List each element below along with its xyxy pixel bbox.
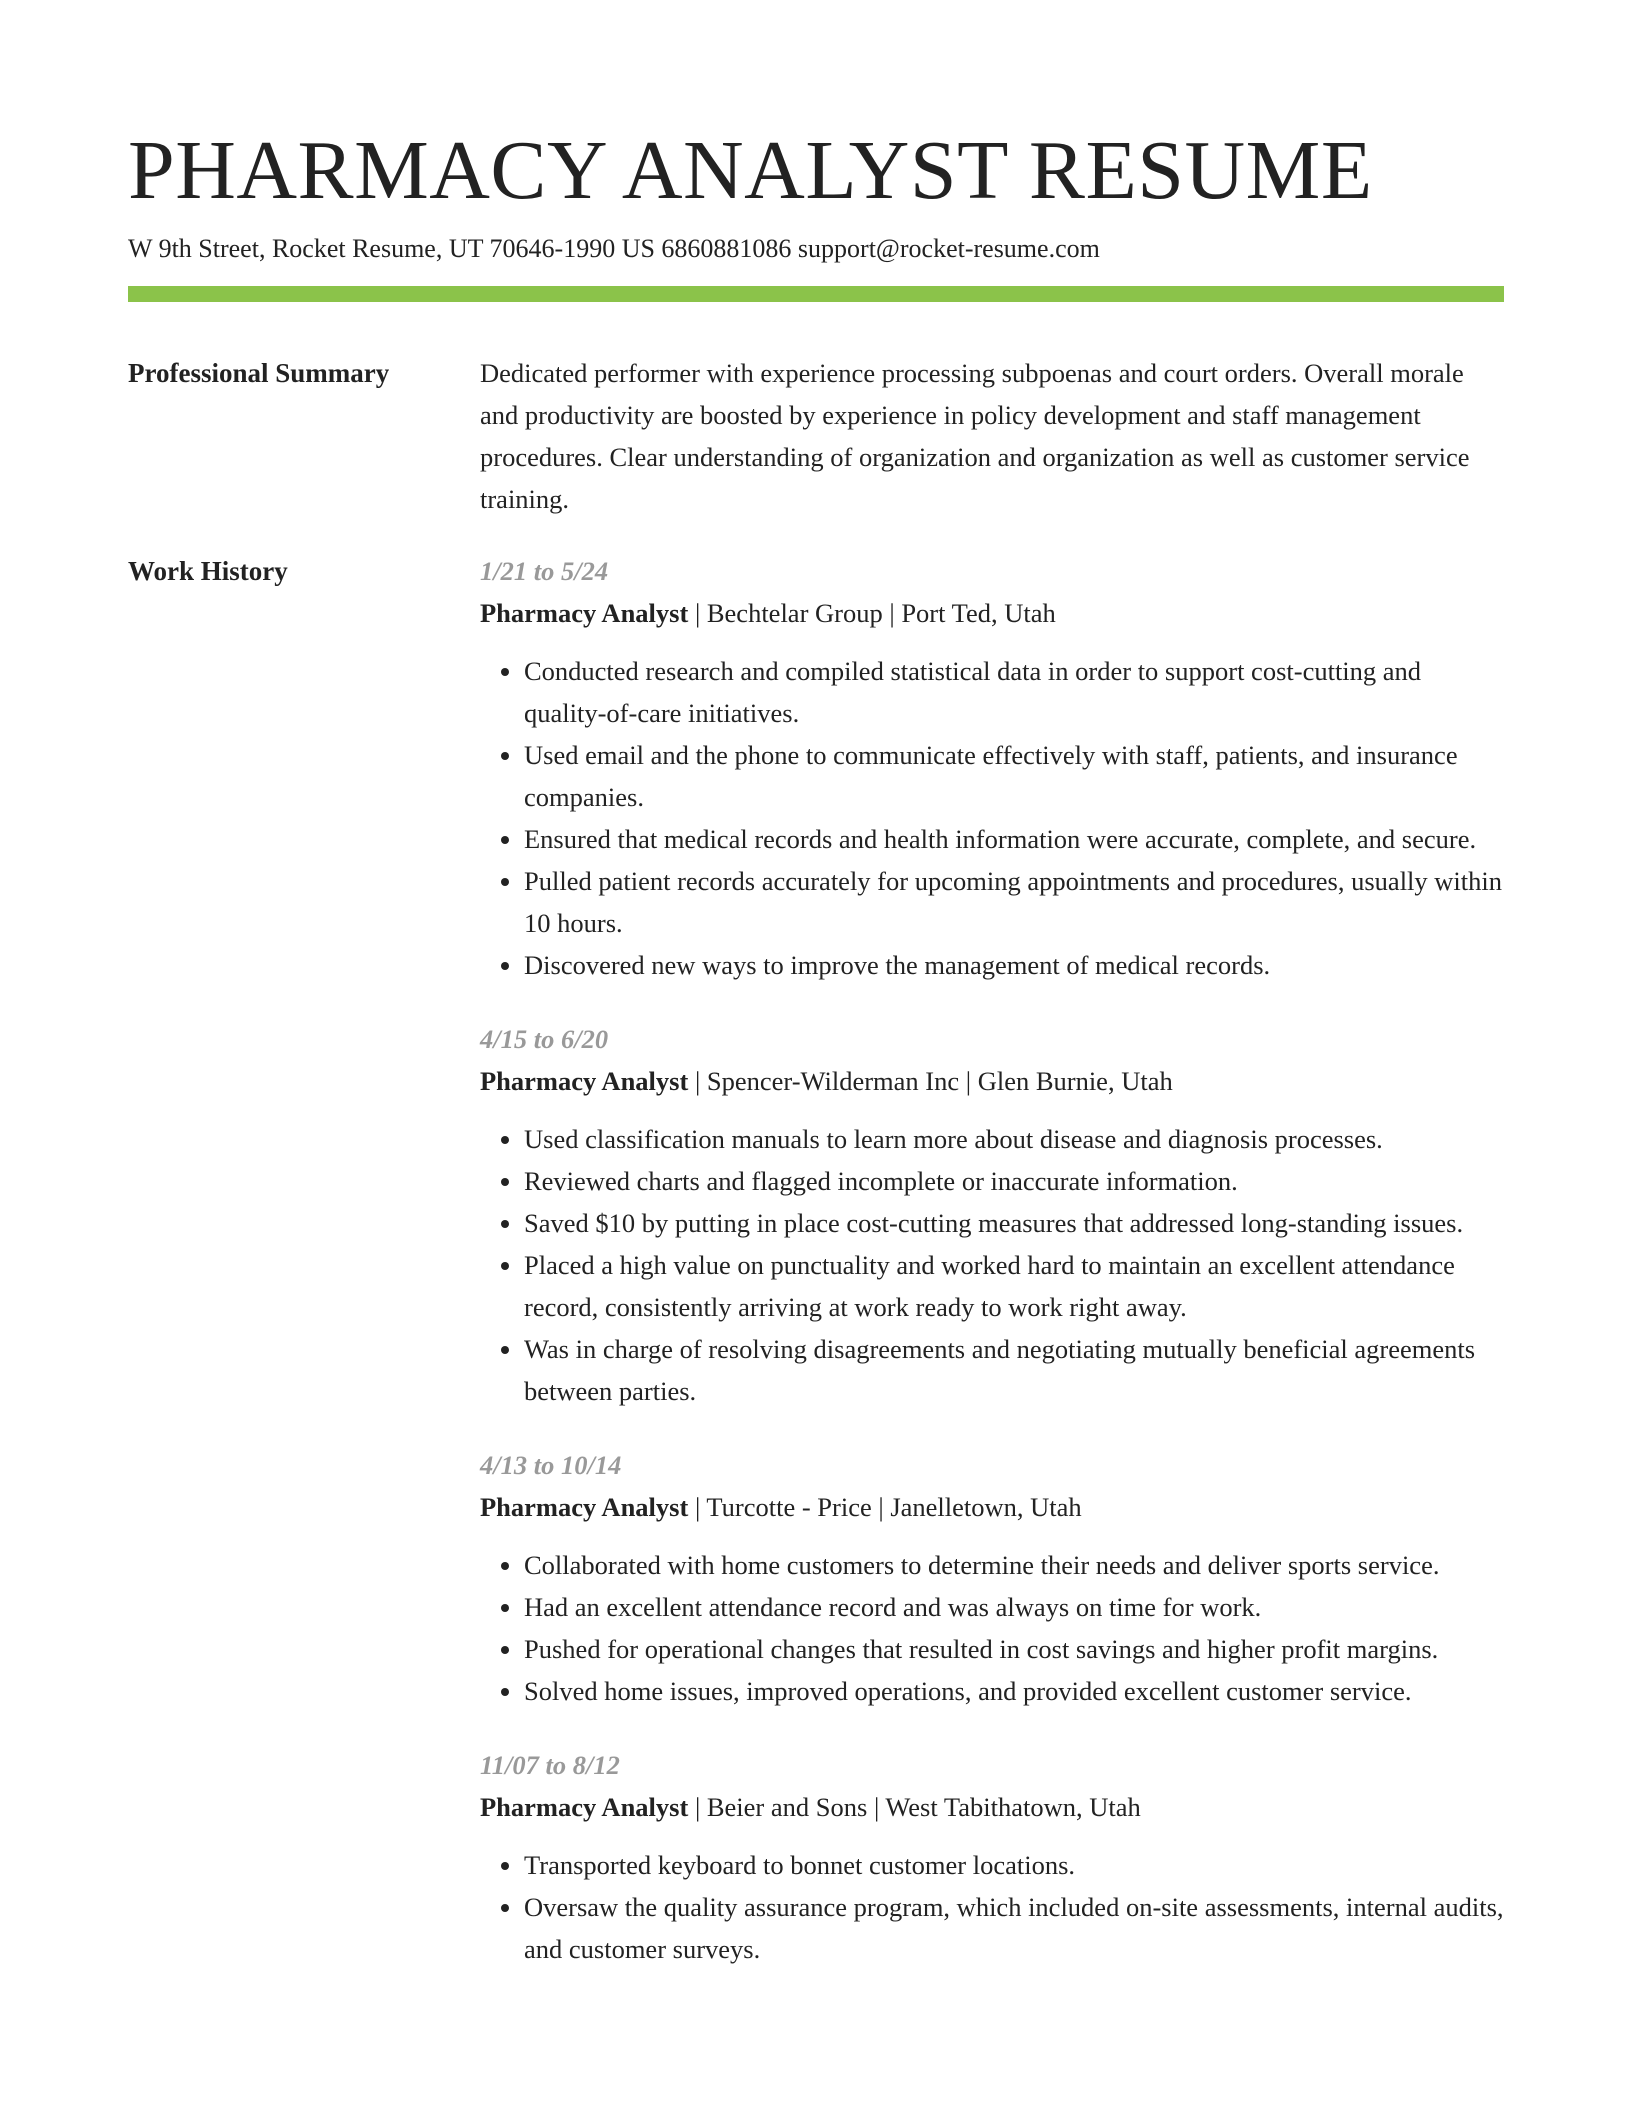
job-entry [480, 1744, 1504, 1970]
job-location: Janelletown, Utah [890, 1492, 1082, 1522]
bullet-item: • Saved $10 by putting in place cost-cutting measures that addressed long-standing issues. [524, 1202, 1504, 1244]
job-dates: 4/15 to 6/20 [480, 1024, 609, 1054]
separator: | [959, 1066, 978, 1096]
separator: | [688, 598, 707, 628]
job-entry [480, 1444, 1504, 1712]
separator: | [882, 598, 902, 628]
separator: | [688, 1492, 707, 1522]
bullet-item: • Transported keyboard to bonnet customer locations. [524, 1844, 1504, 1886]
separator: | [688, 1792, 707, 1822]
professional-summary-section [128, 352, 1504, 520]
job-heading [480, 1060, 1504, 1102]
section-label: Work History [128, 556, 288, 586]
bullet-item: • Conducted research and compiled statistical data in order to support cost-cutting and quality-of-care initiatives. [524, 650, 1504, 734]
bullet-item: • Solved home issues, improved operations, and provided excellent customer service. [524, 1670, 1504, 1712]
bullet-item: • Placed a high value on punctuality and worked hard to maintain an excellent attendance record, consistently arriving at work ready to work right away. [524, 1244, 1504, 1328]
job-company: Bechtelar Group [706, 598, 883, 628]
job-entry [480, 550, 1504, 986]
bullet-item: • Ensured that medical records and health information were accurate, complete, and secure. [524, 818, 1504, 860]
job-company: Beier and Sons [706, 1792, 868, 1822]
job-title: Pharmacy Analyst [480, 1792, 689, 1822]
job-heading [480, 1486, 1504, 1528]
job-bullets [480, 1118, 1504, 1412]
job-location: Port Ted, Utah [901, 598, 1056, 628]
resume-title: PHARMACY ANALYST RESUME [128, 124, 1373, 217]
job-bullets [480, 1544, 1504, 1712]
work-history-section [128, 550, 1504, 2002]
bullet-item: • Used classification manuals to learn more about disease and diagnosis processes. [524, 1118, 1504, 1160]
job-list [480, 550, 1504, 2002]
job-title: Pharmacy Analyst [480, 1066, 689, 1096]
job-bullets [480, 1844, 1504, 1970]
summary-text: Dedicated performer with experience processing subpoenas and court orders. Overall morale and productivity are boosted by experience in policy development and staff management procedures. Clear understanding of organization and organization as well as customer service training. [480, 358, 1470, 514]
bullet-item: • Oversaw the quality assurance program, which included on-site assessments, internal audits, and customer surveys. [524, 1886, 1504, 1970]
job-bullets [480, 650, 1504, 986]
job-title: Pharmacy Analyst [480, 1492, 689, 1522]
bullet-item: • Discovered new ways to improve the management of medical records. [524, 944, 1504, 986]
job-location: West Tabithatown, Utah [885, 1792, 1141, 1822]
job-dates: 1/21 to 5/24 [480, 556, 609, 586]
bullet-item: • Had an excellent attendance record and was always on time for work. [524, 1586, 1504, 1628]
bullet-item: • Used email and the phone to communicate effectively with staff, patients, and insurance companies. [524, 734, 1504, 818]
job-heading [480, 1786, 1504, 1828]
bullet-item: • Was in charge of resolving disagreements and negotiating mutually beneficial agreements between parties. [524, 1328, 1504, 1412]
separator: | [867, 1792, 886, 1822]
bullet-item: • Pushed for operational changes that resulted in cost savings and higher profit margins. [524, 1628, 1504, 1670]
separator: | [871, 1492, 891, 1522]
job-company: Spencer-Wilderman Inc [706, 1066, 960, 1096]
job-title: Pharmacy Analyst [480, 598, 689, 628]
bullet-item: • Reviewed charts and flagged incomplete or inaccurate information. [524, 1160, 1504, 1202]
job-heading [480, 592, 1504, 634]
bullet-item: • Pulled patient records accurately for upcoming appointments and procedures, usually within 10 hours. [524, 860, 1504, 944]
job-entry [480, 1018, 1504, 1412]
accent-divider [128, 286, 1504, 302]
job-dates: 11/07 to 8/12 [480, 1750, 620, 1780]
job-company: Turcotte - Price [706, 1492, 872, 1522]
bullet-item: • Collaborated with home customers to determine their needs and deliver sports service. [524, 1544, 1504, 1586]
job-location: Glen Burnie, Utah [977, 1066, 1173, 1096]
separator: | [688, 1066, 707, 1096]
contact-line: W 9th Street, Rocket Resume, UT 70646-1990 US 6860881086 support@rocket-resume.com [128, 234, 1100, 263]
section-label: Professional Summary [128, 358, 390, 388]
job-dates: 4/13 to 10/14 [480, 1450, 622, 1480]
